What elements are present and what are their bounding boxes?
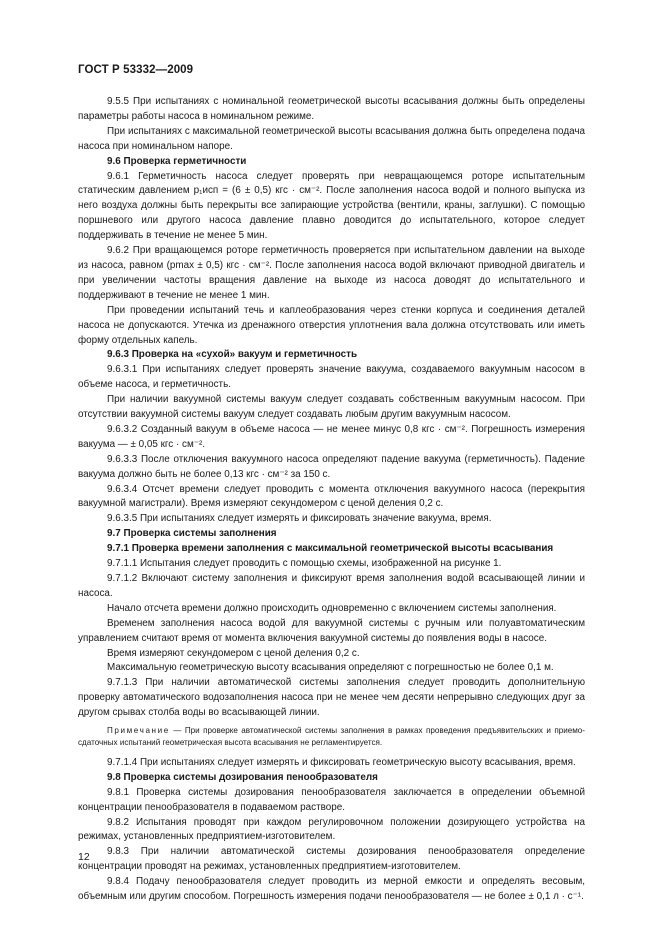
body-paragraph: 9.8.4 Подачу пенообразователя следует проводить из мерной емкости и определять весовым, объемным или другим способом. Погрешность измерения подачи пенообразователя — не более ± 0,1 л · с⁻¹. — [78, 876, 585, 903]
body-paragraph: 9.8.1 Проверка системы дозирования пенообразователя заключается в определении объемной концентрации пенообразователя в подаваемом растворе. — [78, 786, 585, 813]
section-heading: 9.6 Проверка герметичности — [107, 155, 247, 167]
body-paragraph: 9.7.1.2 Включают систему заполнения и фиксируют время заполнения водой всасывающей линии и насоса. — [78, 573, 585, 599]
body-paragraph: При наличии вакуумной системы вакуум следует создавать собственным вакуумным насосом. При отсутствии вакуумной системы вакуум следует создавать любым другим вакуумным насосом. — [78, 394, 585, 421]
note-paragraph — [78, 725, 585, 750]
section-heading: 9.7.1 Проверка времени заполнения с максимальной геометрической высоты всасывания — [107, 543, 554, 555]
section-heading: 9.7 Проверка системы заполнения — [107, 528, 277, 540]
body-paragraph: Время измеряют секундомером с ценой деления 0,2 с. — [107, 647, 360, 659]
body-paragraph: 9.6.3.5 При испытаниях следует измерять и фиксировать значение вакуума, время. — [107, 513, 492, 525]
body-paragraph: Начало отсчета времени должно происходить одновременно с включением системы заполнения. — [107, 602, 557, 614]
body-paragraph: 9.8.2 Испытания проводят при каждом регулировочном положении дозирующего устройства на режимах, установленных предприятием-изготовителем. — [78, 816, 585, 843]
paragraphs-block-2 — [78, 756, 585, 905]
body-paragraph: При проведении испытаний течь и каплеобразования через стенки корпуса и соединения деталей насоса не допускаются. Утечка из дренажного отверстия уплотнения вала должна отсутствовать или иметь форму отдельных капель. — [78, 304, 585, 346]
note-label: Примечание — [107, 726, 170, 736]
body-paragraph: 9.6.3.3 После отключения вакуумного насоса определяют падение вакуума (герметичность). Падение вакуума должно быть не более 0,13 кгс · см⁻² за 150 с. — [78, 453, 585, 480]
section-heading: 9.8 Проверка системы дозирования пенообразователя — [107, 771, 378, 783]
paragraphs-block-1 — [78, 95, 585, 721]
body-paragraph: 9.6.1 Герметичность насоса следует проверять при невращающемся роторе испытательным статическим давлением p₁исп = (6 ± 0,5) кгс · см⁻². После заполнения насоса водой и полного выпуска из него воздуха должны быть перекрыты все запирающие устройства (вентили, краны, заглушки). С помощью поршневого или другого насоса давление плавно доводится до испытательного, которое следует поддерживать в течение не менее 5 мин. — [78, 170, 585, 242]
body-paragraph: При испытаниях с максимальной геометрической высоты всасывания должна быть определена подача насоса при номинальном напоре. — [78, 125, 585, 152]
body-paragraph: 9.7.1.4 При испытаниях следует измерять и фиксировать геометрическую высоту всасывания, время. — [107, 756, 576, 768]
document-body — [78, 95, 585, 905]
body-paragraph: Максимальную геометрическую высоту всасывания определяют с погрешностью не более 0,1 м. — [107, 662, 554, 674]
page-number: 12 — [78, 851, 90, 863]
section-heading: 9.6.3 Проверка на «сухой» вакуум и герметичность — [107, 349, 358, 361]
body-paragraph: 9.8.3 При наличии автоматической системы дозирования пенообразователя определение концентрации проводят на режимах, установленных предприятием-изготовителем. — [78, 846, 585, 873]
note-text: — При проверке автоматической системы заполнения в рамках проведения предъявительских и приемо-сдаточных испытаний геометрическая высота всасывания не регламентируется. — [78, 726, 585, 748]
body-paragraph: 9.7.1.1 Испытания следует проводить с помощью схемы, изображенной на рисунке 1. — [107, 558, 502, 570]
body-paragraph: Временем заполнения насоса водой для вакуумной системы с ручным или полуавтоматическим управлением считают время от момента включения вакуумной системы до появления воды в насосе. — [78, 617, 585, 644]
body-paragraph: 9.5.5 При испытаниях с номинальной геометрической высоты всасывания должны быть определены параметры работы насоса в номинальном режиме. — [78, 96, 585, 122]
standard-header: ГОСТ Р 53332—2009 — [78, 64, 194, 76]
body-paragraph: 9.6.3.1 При испытаниях следует проверять значение вакуума, создаваемого вакуумным насосом в объеме насоса, и герметичность. — [78, 364, 585, 391]
body-paragraph: 9.6.3.2 Созданный вакуум в объеме насоса — не менее минус 0,8 кгс · см⁻². Погрешность измерения вакуума — ± 0,05 кгс · см⁻². — [78, 423, 585, 450]
body-paragraph: 9.6.2 При вращающемся роторе герметичность проверяется при испытательном давлении на выходе из насоса, равном (pmax ± 0,5) кгс · см⁻². После заполнения насоса водой включают приводной двигатель и при увеличении частоты вращения давление на выходе из насоса доводят до испытательного и поддерживают в течение не менее 1 мин. — [78, 245, 585, 301]
body-paragraph: 9.6.3.4 Отсчет времени следует проводить с момента отключения вакуумного насоса (перекрытия вакуумной магистрали). Время измеряют секундомером с ценой деления 0,2 с. — [78, 483, 585, 510]
body-paragraph: 9.7.1.3 При наличии автоматической системы заполнения следует проводить дополнительную проверку автоматического водозаполнения насоса при не менее чем десяти непрерывно следующих друг за другом срывах столба воды во всасывающей линии. — [78, 677, 585, 719]
